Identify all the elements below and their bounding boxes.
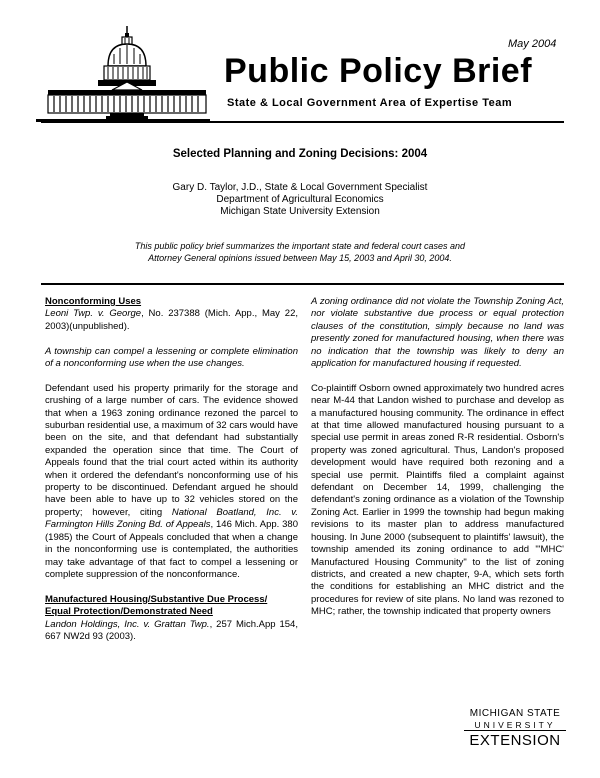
case-summary-text: Defendant used his property primarily for the storage and crushing of a large number of cars. The evidence showed that when a 1963 zoning ordinance rezoned the parcel to suburban residential use, a maximum of 32 cars would have been on the site, and that defendant had substantially expanded the operation since that time. The Court of Appeals found that the trial court acted within its authority when it ordered the defendant's nonconforming use of his property to be discontinued. Defendant argued he should have been able to have up to 32 vehicles stored on the property; however, citing — [45, 382, 298, 518]
author-department: Department of Agricultural Economics — [216, 194, 384, 205]
left-column — [45, 296, 298, 656]
team-name: State & Local Government Area of Expertise Team — [227, 97, 513, 109]
case-name: Leoni Twp. v. George — [45, 308, 142, 320]
brief-title: Public Policy Brief — [224, 52, 533, 90]
author-name-title: Gary D. Taylor, J.D., State & Local Government Specialist — [172, 182, 428, 193]
logo-line: UNIVERSITY — [474, 720, 556, 730]
issue-date: May 2004 — [508, 38, 557, 50]
case-heading — [45, 594, 298, 619]
intro-rule — [41, 283, 564, 285]
capitol-building-logo — [28, 12, 210, 124]
case-citation-text: , 257 Mich.App 154, 667 NW2d 93 (2003). — [45, 618, 298, 642]
author-block — [0, 182, 600, 218]
msu-extension-logo — [464, 708, 566, 749]
case-heading-line: Equal Protection/Demonstrated Need — [45, 606, 213, 618]
case-summary: Co-plaintiff Osborn owned approximately two hundred acres near M-44 that Landon wished to purchase and develop as a manufactured housing community. The ordinance in effect at that time allowed manufactured housing pursuant to a special use permit in areas zoned R-R residential. Osborn's property was zoned agricultural. Thus, Landon's proposed development would have required both rezoning and a special use permit. Plaintiffs filed a complaint against defendant on December 14, 1999, challenging the defendant's zoning ordinance as a violation of the Township Zoning Act. Earlier in 1999 the township had begun making revisions to its master plan to address manufactured housing. In June 2000 (subsequent to plaintiffs' lawsuit), the township amended its zoning ordinance to add "'MHC' Manufactured Housing Community" to the list of zoning districts, and created a new chapter, 9-A, which sets forth the conditions for establishing an MHC district and the procedures for review of site plans. No land was rezoned to MHC; rather, the township indicated that property owners — [311, 382, 564, 618]
case-heading: Nonconforming Uses — [45, 296, 142, 307]
right-column — [311, 296, 564, 631]
case-holding: A zoning ordinance did not violate the Township Zoning Act, nor violate substantive due process or equal protection clauses of the constitution, simply because no land was presently zoned for manufactured housing, when there was no indication that the township was likely to deny an application for manufactured housing if requested. — [311, 296, 564, 370]
case-summary — [45, 383, 298, 582]
case-heading-line: Manufactured Housing/Substantive Due Process/ — [45, 593, 268, 605]
logo-line: MICHIGAN STATE — [469, 708, 561, 719]
logo-line: EXTENSION — [464, 730, 566, 749]
case-holding: A township can compel a lessening or complete elimination of a nonconforming use when the use changes. — [45, 345, 298, 370]
author-institution: Michigan State University Extension — [220, 206, 380, 217]
header-rule — [41, 121, 564, 123]
cited-case-name: National Boatland, Inc. v. Farmington Hills Zoning Bd. of Appeals — [45, 506, 298, 531]
intro-line: This public policy brief summarizes the important state and federal court cases and — [134, 241, 466, 251]
case-citation — [45, 308, 298, 333]
intro-line: Attorney General opinions issued between May 15, 2003 and April 30, 2004. — [148, 253, 452, 263]
brief-subject: Selected Planning and Zoning Decisions: 2004 — [172, 148, 428, 160]
intro-summary — [60, 240, 540, 264]
case-citation-text: , No. 237388 (Mich. App., May 22, 2003)(unpublished). — [45, 308, 298, 332]
case-citation — [45, 619, 298, 644]
case-summary-text: , 146 Mich. App. 380 (1985) the Court of Appeals concluded that when a change in the nonconforming use is contemplated, the authorities may take advantage of that fact to compel a lessening or complete suppression of the nonconformance. — [45, 519, 298, 580]
case-name: Landon Holdings, Inc. v. Grattan Twp. — [45, 618, 210, 630]
